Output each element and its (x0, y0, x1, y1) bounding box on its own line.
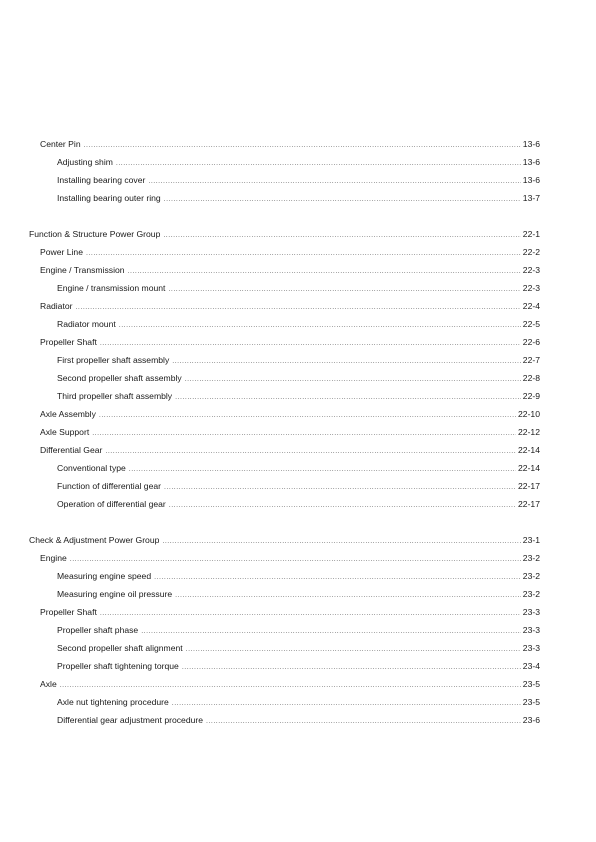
toc-entry-page: 13-7 (522, 193, 540, 203)
dot-leader (99, 409, 516, 422)
toc-entry-title: Differential gear adjustment procedure (57, 715, 204, 725)
dot-leader (172, 355, 521, 368)
toc-entry-page: 13-6 (522, 139, 540, 149)
toc-entry[interactable] (0, 444, 596, 462)
dot-leader (162, 535, 520, 548)
toc-entry-page: 23-2 (522, 589, 540, 599)
toc-entry-title: Axle nut tightening procedure (57, 697, 169, 707)
dot-leader (175, 589, 521, 602)
dot-leader (128, 265, 521, 278)
dot-leader (163, 229, 520, 242)
toc-subentry[interactable] (0, 660, 596, 678)
toc-entry-page: 23-6 (522, 715, 540, 725)
dot-leader (164, 481, 516, 494)
dot-leader (175, 391, 521, 404)
toc-entry[interactable] (0, 408, 596, 426)
toc-entry-title: Measuring engine speed (57, 571, 152, 581)
toc-subentry[interactable] (0, 462, 596, 480)
toc-entry-page: 22-14 (518, 463, 540, 473)
toc-entry-title: Axle Assembly (40, 409, 96, 419)
dot-leader (116, 157, 521, 170)
toc-subentry[interactable] (0, 174, 596, 192)
toc-entry-page: 22-8 (522, 373, 540, 383)
toc-entry[interactable] (0, 246, 596, 264)
toc-entry-page: 23-3 (522, 643, 540, 653)
toc-entry-title: Engine (40, 553, 67, 563)
toc-entry-page: 23-2 (522, 553, 540, 563)
dot-leader (70, 553, 521, 566)
toc-entry-page: 22-10 (518, 409, 540, 419)
toc-entry-title: Engine / Transmission (40, 265, 125, 275)
toc-entry-title: Function & Structure Power Group (29, 229, 161, 239)
toc-entry-title: Axle Support (40, 427, 90, 437)
toc-entry-page: 22-2 (522, 247, 540, 257)
toc-entry-title: Installing bearing cover (57, 175, 146, 185)
toc-entry-page: 23-5 (522, 697, 540, 707)
dot-leader (129, 463, 516, 476)
toc-subentry[interactable] (0, 570, 596, 588)
toc-entry-title: Propeller Shaft (40, 337, 97, 347)
toc-entry-page: 22-6 (522, 337, 540, 347)
dot-leader (100, 607, 521, 620)
dot-leader (185, 373, 521, 386)
toc-entry-page: 22-17 (518, 499, 540, 509)
dot-leader (186, 643, 521, 656)
dot-leader (84, 139, 521, 152)
dot-leader (119, 319, 521, 332)
toc-entry[interactable] (0, 138, 596, 156)
toc-subentry[interactable] (0, 282, 596, 300)
toc-entry-title: Propeller shaft tightening torque (57, 661, 179, 671)
toc-entry-title: Propeller Shaft (40, 607, 97, 617)
dot-leader (182, 661, 521, 674)
toc-entry-title: Power Line (40, 247, 83, 257)
toc-section-entry[interactable] (0, 228, 596, 246)
toc-entry-page: 13-6 (522, 175, 540, 185)
toc-entry-page: 22-7 (522, 355, 540, 365)
toc-entry-page: 22-4 (522, 301, 540, 311)
toc-entry-title: Axle (40, 679, 57, 689)
table-of-contents (0, 138, 596, 732)
toc-entry-title: Second propeller shaft alignment (57, 643, 183, 653)
toc-entry-page: 22-9 (522, 391, 540, 401)
toc-entry-page: 22-5 (522, 319, 540, 329)
dot-leader (169, 499, 516, 512)
toc-entry-title: Measuring engine oil pressure (57, 589, 173, 599)
toc-entry-page: 23-1 (522, 535, 540, 545)
toc-entry-title: Third propeller shaft assembly (57, 391, 173, 401)
dot-leader (168, 283, 520, 296)
toc-entry-page: 23-3 (522, 607, 540, 617)
toc-entry-page: 23-2 (522, 571, 540, 581)
toc-section-entry[interactable] (0, 534, 596, 552)
dot-leader (60, 679, 521, 692)
toc-entry[interactable] (0, 264, 596, 282)
dot-leader (164, 193, 521, 206)
toc-entry-page: 13-6 (522, 157, 540, 167)
toc-entry[interactable] (0, 300, 596, 318)
dot-leader (141, 625, 521, 638)
toc-entry-page: 22-1 (522, 229, 540, 239)
toc-entry-title: Center Pin (40, 139, 81, 149)
toc-subentry[interactable] (0, 156, 596, 174)
toc-entry-title: Radiator mount (57, 319, 116, 329)
toc-subentry[interactable] (0, 354, 596, 372)
toc-entry[interactable] (0, 606, 596, 624)
toc-entry-title: Function of differential gear (57, 481, 161, 491)
toc-subentry[interactable] (0, 480, 596, 498)
toc-entry-title: Operation of differential gear (57, 499, 166, 509)
toc-entry[interactable] (0, 336, 596, 354)
toc-entry[interactable] (0, 678, 596, 696)
dot-leader (172, 697, 521, 710)
toc-entry-title: Conventional type (57, 463, 126, 473)
toc-entry-title: Radiator (40, 301, 73, 311)
toc-entry-page: 22-14 (518, 445, 540, 455)
toc-entry-title: Installing bearing outer ring (57, 193, 161, 203)
toc-subentry[interactable] (0, 642, 596, 660)
toc-subentry[interactable] (0, 390, 596, 408)
toc-subentry[interactable] (0, 318, 596, 336)
toc-subentry[interactable] (0, 192, 596, 210)
toc-entry-page: 23-5 (522, 679, 540, 689)
toc-subentry[interactable] (0, 714, 596, 732)
toc-entry-title: First propeller shaft assembly (57, 355, 170, 365)
toc-entry-page: 23-4 (522, 661, 540, 671)
dot-leader (100, 337, 521, 350)
dot-leader (105, 445, 516, 458)
toc-subentry[interactable] (0, 498, 596, 516)
toc-entry-page: 22-3 (522, 265, 540, 275)
dot-leader (92, 427, 516, 440)
dot-leader (86, 247, 521, 260)
toc-entry-title: Engine / transmission mount (57, 283, 166, 293)
toc-subentry[interactable] (0, 696, 596, 714)
toc-entry-page: 23-3 (522, 625, 540, 635)
toc-entry[interactable] (0, 552, 596, 570)
toc-entry-title: Second propeller shaft assembly (57, 373, 182, 383)
dot-leader (206, 715, 521, 728)
toc-subentry[interactable] (0, 372, 596, 390)
toc-entry-title: Propeller shaft phase (57, 625, 139, 635)
toc-entry-page: 22-3 (522, 283, 540, 293)
toc-entry-title: Adjusting shim (57, 157, 113, 167)
toc-entry-page: 22-12 (518, 427, 540, 437)
toc-entry-page: 22-17 (518, 481, 540, 491)
dot-leader (75, 301, 520, 314)
toc-subentry[interactable] (0, 624, 596, 642)
toc-entry-title: Differential Gear (40, 445, 103, 455)
toc-entry[interactable] (0, 426, 596, 444)
dot-leader (154, 571, 521, 584)
toc-entry-title: Check & Adjustment Power Group (29, 535, 160, 545)
dot-leader (148, 175, 520, 188)
toc-subentry[interactable] (0, 588, 596, 606)
